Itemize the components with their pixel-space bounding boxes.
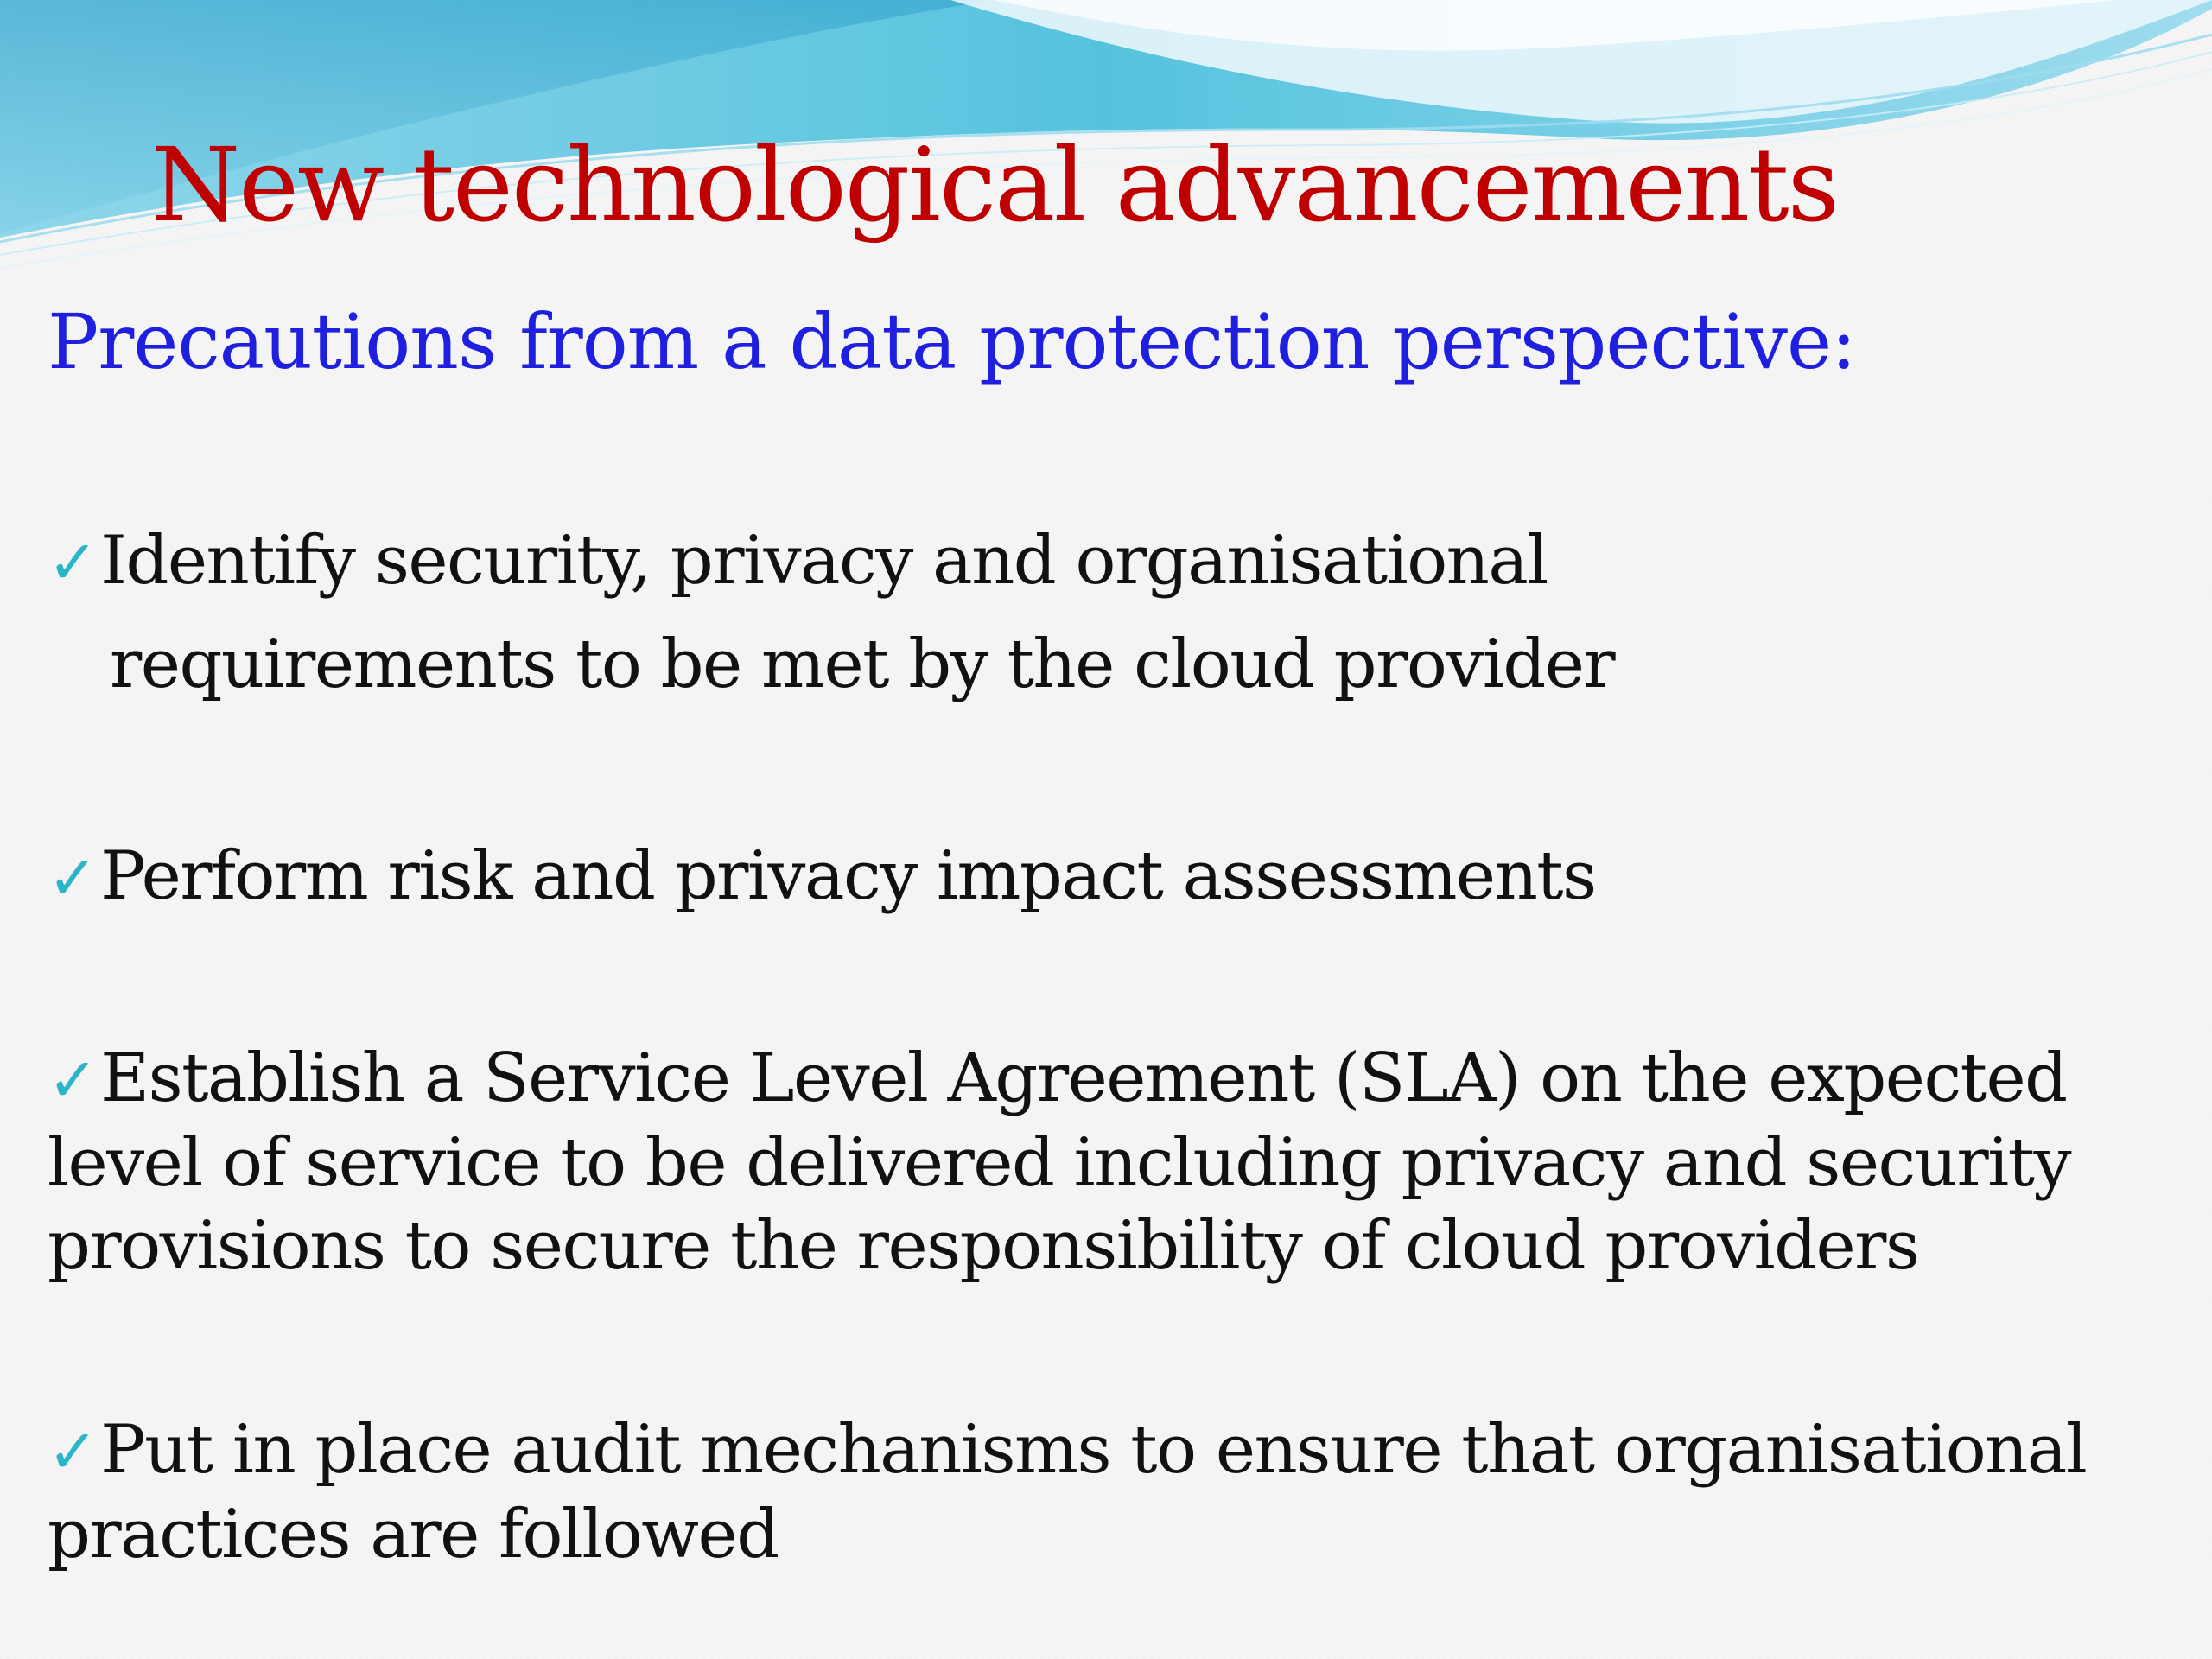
bullet-text: Establish a Service Level Agreement (SLA) on the expected level of service to be delivered including privacy and security provisions to secure the responsibility of cloud providers bbox=[48, 1039, 2071, 1285]
bullet-item bbox=[48, 1037, 2182, 1287]
check-icon: ✓ bbox=[48, 1416, 98, 1487]
bullet-item bbox=[48, 825, 2182, 929]
bullet-item bbox=[48, 510, 1838, 715]
slide-subtitle: Precautions from a data protection perspective: bbox=[48, 297, 1856, 386]
check-icon: ✓ bbox=[48, 842, 98, 913]
check-icon: ✓ bbox=[48, 527, 98, 598]
slide-title: New technological advancements bbox=[151, 125, 1839, 245]
bullet-text: Identify security, privacy and organisational requirements to be met by the cloud provider bbox=[100, 522, 1615, 703]
bullet-item bbox=[48, 1408, 2182, 1576]
check-icon: ✓ bbox=[48, 1045, 98, 1116]
bullet-text: Perform risk and privacy impact assessments bbox=[100, 837, 1596, 915]
bullet-text: Put in place audit mechanisms to ensure that organisational practices are followed bbox=[48, 1411, 2087, 1573]
